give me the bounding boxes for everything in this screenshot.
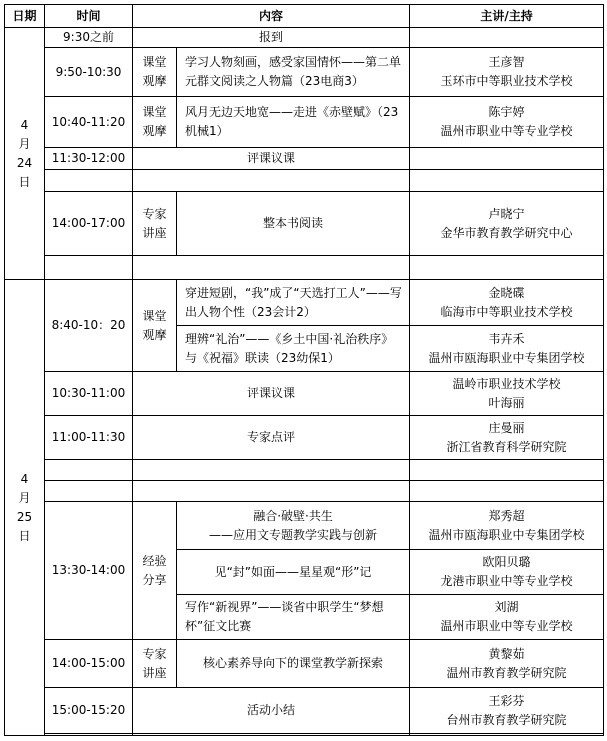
blank-cell [45,734,133,736]
time-cell: 9:50-10:30 [45,48,133,97]
host-org: 浙江省教育科学研究院 [446,439,567,454]
type-cell: 课堂观摩 [133,280,177,372]
blank-row [5,481,604,502]
host-cell [410,595,604,640]
time-cell: 14:00-17:00 [45,192,133,256]
host-cell [410,640,604,688]
host-name: 叶海丽 [488,395,525,410]
table-row [5,148,604,170]
table-row [5,688,604,734]
host-cell [410,550,604,595]
blank-cell [133,460,410,481]
date-char: 日 [18,174,31,189]
content-cell: 穿进短剧，“我”成了“天选打工人”——写出人物个性（23会计2） [177,280,410,326]
host-org: 温州市职业中等专业学校 [440,619,573,633]
content-cell: 整本书阅读 [177,192,410,256]
host-org: 金华市教育教学研究中心 [440,225,573,240]
host-name: 陈宇婷 [488,105,525,119]
host-cell [410,48,604,97]
table-row [5,97,604,148]
date-char: 4 [20,117,29,132]
blank-cell [45,481,133,502]
host-name: 金晓碟 [488,285,525,300]
table-row [5,280,604,326]
content-cell: 报到 [133,28,410,48]
host-name: 韦卉禾 [488,331,525,346]
time-cell: 13:30-14:00 [45,502,133,640]
content-line: ——应用文专题教学实践与创新 [209,527,378,542]
time-cell: 10:40-11:20 [45,97,133,148]
blank-cell [133,256,410,280]
host-cell [410,280,604,326]
host-name: 庄曼丽 [488,420,525,435]
host-cell [410,326,604,372]
type-cell: 经验分享 [133,502,177,640]
header-host: 主讲/主持 [410,5,604,28]
date-char: 4 [20,471,29,486]
time-cell: 15:00-15:20 [45,688,133,734]
host-cell [410,28,604,48]
blank-cell [133,734,410,736]
schedule-table [4,4,604,736]
content-cell: 评课议课 [133,372,410,416]
host-org: 临海市中等职业技术学校 [440,304,573,319]
blank-cell [45,256,133,280]
date-char: 月 [18,136,31,151]
host-cell [410,688,604,734]
table-row [5,192,604,256]
host-org: 温州市职业中等专业学校 [440,124,573,138]
date-cell-day1 [5,28,45,280]
content-cell: 理辨“礼治”——《乡土中国·礼治秩序》与《祝福》联读（23幼保1） [177,326,410,372]
content-line: 融合·破壁·共生 [253,508,333,523]
blank-row [5,460,604,481]
content-cell: 写作“新视界”——谈省中职学生“梦想杯”征文比赛 [177,595,410,640]
table-row [5,416,604,460]
time-cell: 11:30-12:00 [45,148,133,170]
host-cell [410,502,604,550]
blank-cell [45,460,133,481]
content-cell: 专家点评 [133,416,410,460]
blank-cell [410,734,604,736]
table-row [5,640,604,688]
host-name: 欧阳贝璐 [482,555,531,569]
date-cell-day2 [5,280,45,736]
header-date: 日期 [5,5,45,28]
host-name: 王彩芬 [488,693,525,708]
blank-cell [410,481,604,502]
host-org: 温州市瓯海职业中专集团学校 [428,350,585,365]
blank-cell [410,460,604,481]
host-name: 刘湖 [494,600,519,614]
host-org: 玉环市中等职业技术学校 [440,74,573,88]
host-name: 王彦智 [488,55,525,69]
type-cell: 专家讲座 [133,192,177,256]
type-cell: 专家讲座 [133,640,177,688]
blank-cell [133,170,410,192]
content-cell: 活动小结 [133,688,410,734]
date-char: 月 [18,490,31,505]
content-cell: 见“封”如面——星星观“形”记 [177,550,410,595]
type-cell: 课堂观摩 [133,97,177,148]
blank-cell [45,170,133,192]
table-row [5,372,604,416]
table-row [5,28,604,48]
content-cell [177,502,410,550]
time-cell: 14:00-15:00 [45,640,133,688]
host-name: 郑秀超 [488,508,525,523]
host-cell [410,192,604,256]
content-cell: 核心素养导向下的课堂教学新探索 [177,640,410,688]
date-char: 25 [16,509,33,524]
host-org: 台州市教育教学研究院 [446,712,567,727]
blank-cell [410,170,604,192]
header-content: 内容 [133,5,410,28]
time-cell: 10:30-11:00 [45,372,133,416]
host-name: 卢晓宁 [488,206,525,221]
blank-row [5,734,604,736]
host-cell [410,148,604,170]
table-row [5,48,604,97]
content-cell: 评课议课 [133,148,410,170]
date-char: 24 [16,155,33,170]
date-char: 日 [18,528,31,543]
time-cell: 9:30之前 [45,28,133,48]
host-org: 温岭市职业技术学校 [452,376,561,391]
table-row [5,502,604,550]
host-org: 温州市瓯海职业中专集团学校 [428,527,585,542]
host-org: 龙港市职业中等专业学校 [440,574,573,588]
host-cell [410,97,604,148]
header-row [5,5,604,28]
blank-cell [133,481,410,502]
time-cell: 8:40-10：20 [45,280,133,372]
type-cell: 课堂观摩 [133,48,177,97]
host-org: 温州市教育教学研究院 [446,665,567,680]
content-cell: 学习人物刻画，感受家国情怀——第二单元群文阅读之人物篇（23电商3） [177,48,410,97]
time-cell: 11:00-11:30 [45,416,133,460]
host-name: 黄黎茹 [488,646,525,661]
blank-cell [410,256,604,280]
content-cell: 风月无边天地宽——走进《赤壁赋》（23机械1） [177,97,410,148]
blank-row [5,170,604,192]
host-cell [410,372,604,416]
blank-row [5,256,604,280]
host-cell [410,416,604,460]
header-time: 时间 [45,5,133,28]
